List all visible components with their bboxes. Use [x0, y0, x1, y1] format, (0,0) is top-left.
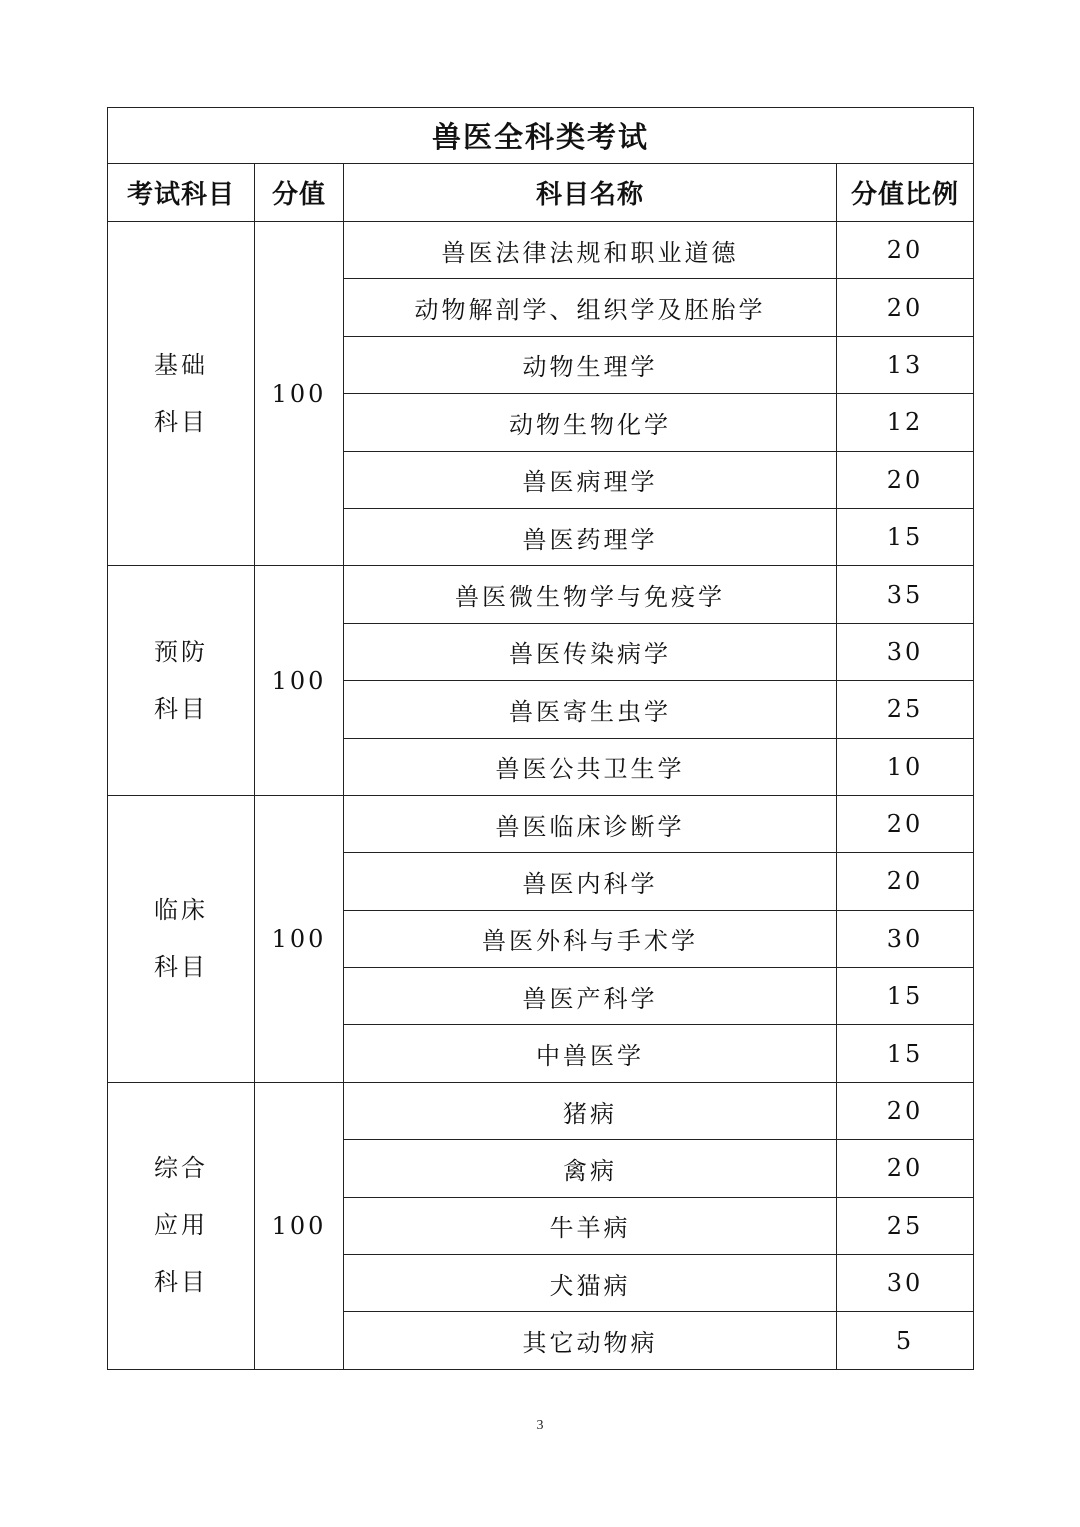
category-cell	[108, 222, 255, 566]
subject-name-cell: 中兽医学	[344, 1025, 837, 1082]
weight-cell: 12	[837, 394, 974, 451]
subject-name-cell: 动物生理学	[344, 336, 837, 393]
score-cell: 100	[255, 795, 344, 1082]
category-label-line: 综合	[154, 1154, 208, 1183]
subject-name-cell: 兽医临床诊断学	[344, 795, 837, 852]
subject-name-cell: 兽医寄生虫学	[344, 681, 837, 738]
weight-cell: 20	[837, 795, 974, 852]
weight-cell: 25	[837, 681, 974, 738]
header-category: 考试科目	[108, 164, 255, 222]
title-row	[108, 108, 974, 164]
subject-name-cell: 兽医微生物学与免疫学	[344, 566, 837, 623]
subject-name-cell: 兽医公共卫生学	[344, 738, 837, 795]
category-label-line: 预防	[154, 637, 208, 666]
subject-name-cell: 兽医药理学	[344, 508, 837, 565]
header-weight: 分值比例	[837, 164, 974, 222]
exam-subjects-table	[107, 107, 974, 1370]
page-number: 3	[536, 1418, 544, 1433]
weight-cell: 15	[837, 1025, 974, 1082]
subject-name-cell: 动物生物化学	[344, 394, 837, 451]
weight-cell: 15	[837, 968, 974, 1025]
subject-name-cell: 禽病	[344, 1140, 837, 1197]
subject-name-cell: 猪病	[344, 1082, 837, 1139]
weight-cell: 20	[837, 1082, 974, 1139]
weight-cell: 20	[837, 853, 974, 910]
subject-name-cell: 兽医产科学	[344, 968, 837, 1025]
table-title: 兽医全科类考试	[108, 108, 974, 164]
category-label-line: 应用	[154, 1211, 208, 1240]
header-subject: 科目名称	[344, 164, 837, 222]
table-row	[108, 1082, 974, 1139]
weight-cell: 30	[837, 1255, 974, 1312]
subject-name-cell: 兽医法律法规和职业道德	[344, 222, 837, 279]
category-label-line: 科目	[154, 407, 208, 436]
weight-cell: 30	[837, 623, 974, 680]
subject-name-cell: 动物解剖学、组织学及胚胎学	[344, 279, 837, 336]
score-cell: 100	[255, 222, 344, 566]
table-row	[108, 795, 974, 852]
weight-cell: 25	[837, 1197, 974, 1254]
subject-name-cell: 兽医外科与手术学	[344, 910, 837, 967]
weight-cell: 35	[837, 566, 974, 623]
weight-cell: 13	[837, 336, 974, 393]
weight-cell: 20	[837, 451, 974, 508]
weight-cell: 30	[837, 910, 974, 967]
category-cell	[108, 1082, 255, 1369]
category-label-line: 基础	[154, 350, 208, 379]
weight-cell: 20	[837, 279, 974, 336]
category-cell	[108, 566, 255, 796]
table-row	[108, 566, 974, 623]
subject-name-cell: 牛羊病	[344, 1197, 837, 1254]
weight-cell: 5	[837, 1312, 974, 1369]
table-row	[108, 222, 974, 279]
weight-cell: 20	[837, 1140, 974, 1197]
header-row	[108, 164, 974, 222]
weight-cell: 15	[837, 508, 974, 565]
category-label-line: 临床	[154, 895, 208, 924]
category-cell	[108, 795, 255, 1082]
score-cell: 100	[255, 566, 344, 796]
weight-cell: 10	[837, 738, 974, 795]
header-score: 分值	[255, 164, 344, 222]
table-body	[108, 108, 974, 1370]
subject-name-cell: 其它动物病	[344, 1312, 837, 1369]
category-label-line: 科目	[154, 1268, 208, 1297]
subject-name-cell: 兽医病理学	[344, 451, 837, 508]
subject-name-cell: 兽医传染病学	[344, 623, 837, 680]
weight-cell: 20	[837, 222, 974, 279]
category-label-line: 科目	[154, 952, 208, 981]
score-cell: 100	[255, 1082, 344, 1369]
subject-name-cell: 犬猫病	[344, 1255, 837, 1312]
subject-name-cell: 兽医内科学	[344, 853, 837, 910]
category-label-line: 科目	[154, 694, 208, 723]
